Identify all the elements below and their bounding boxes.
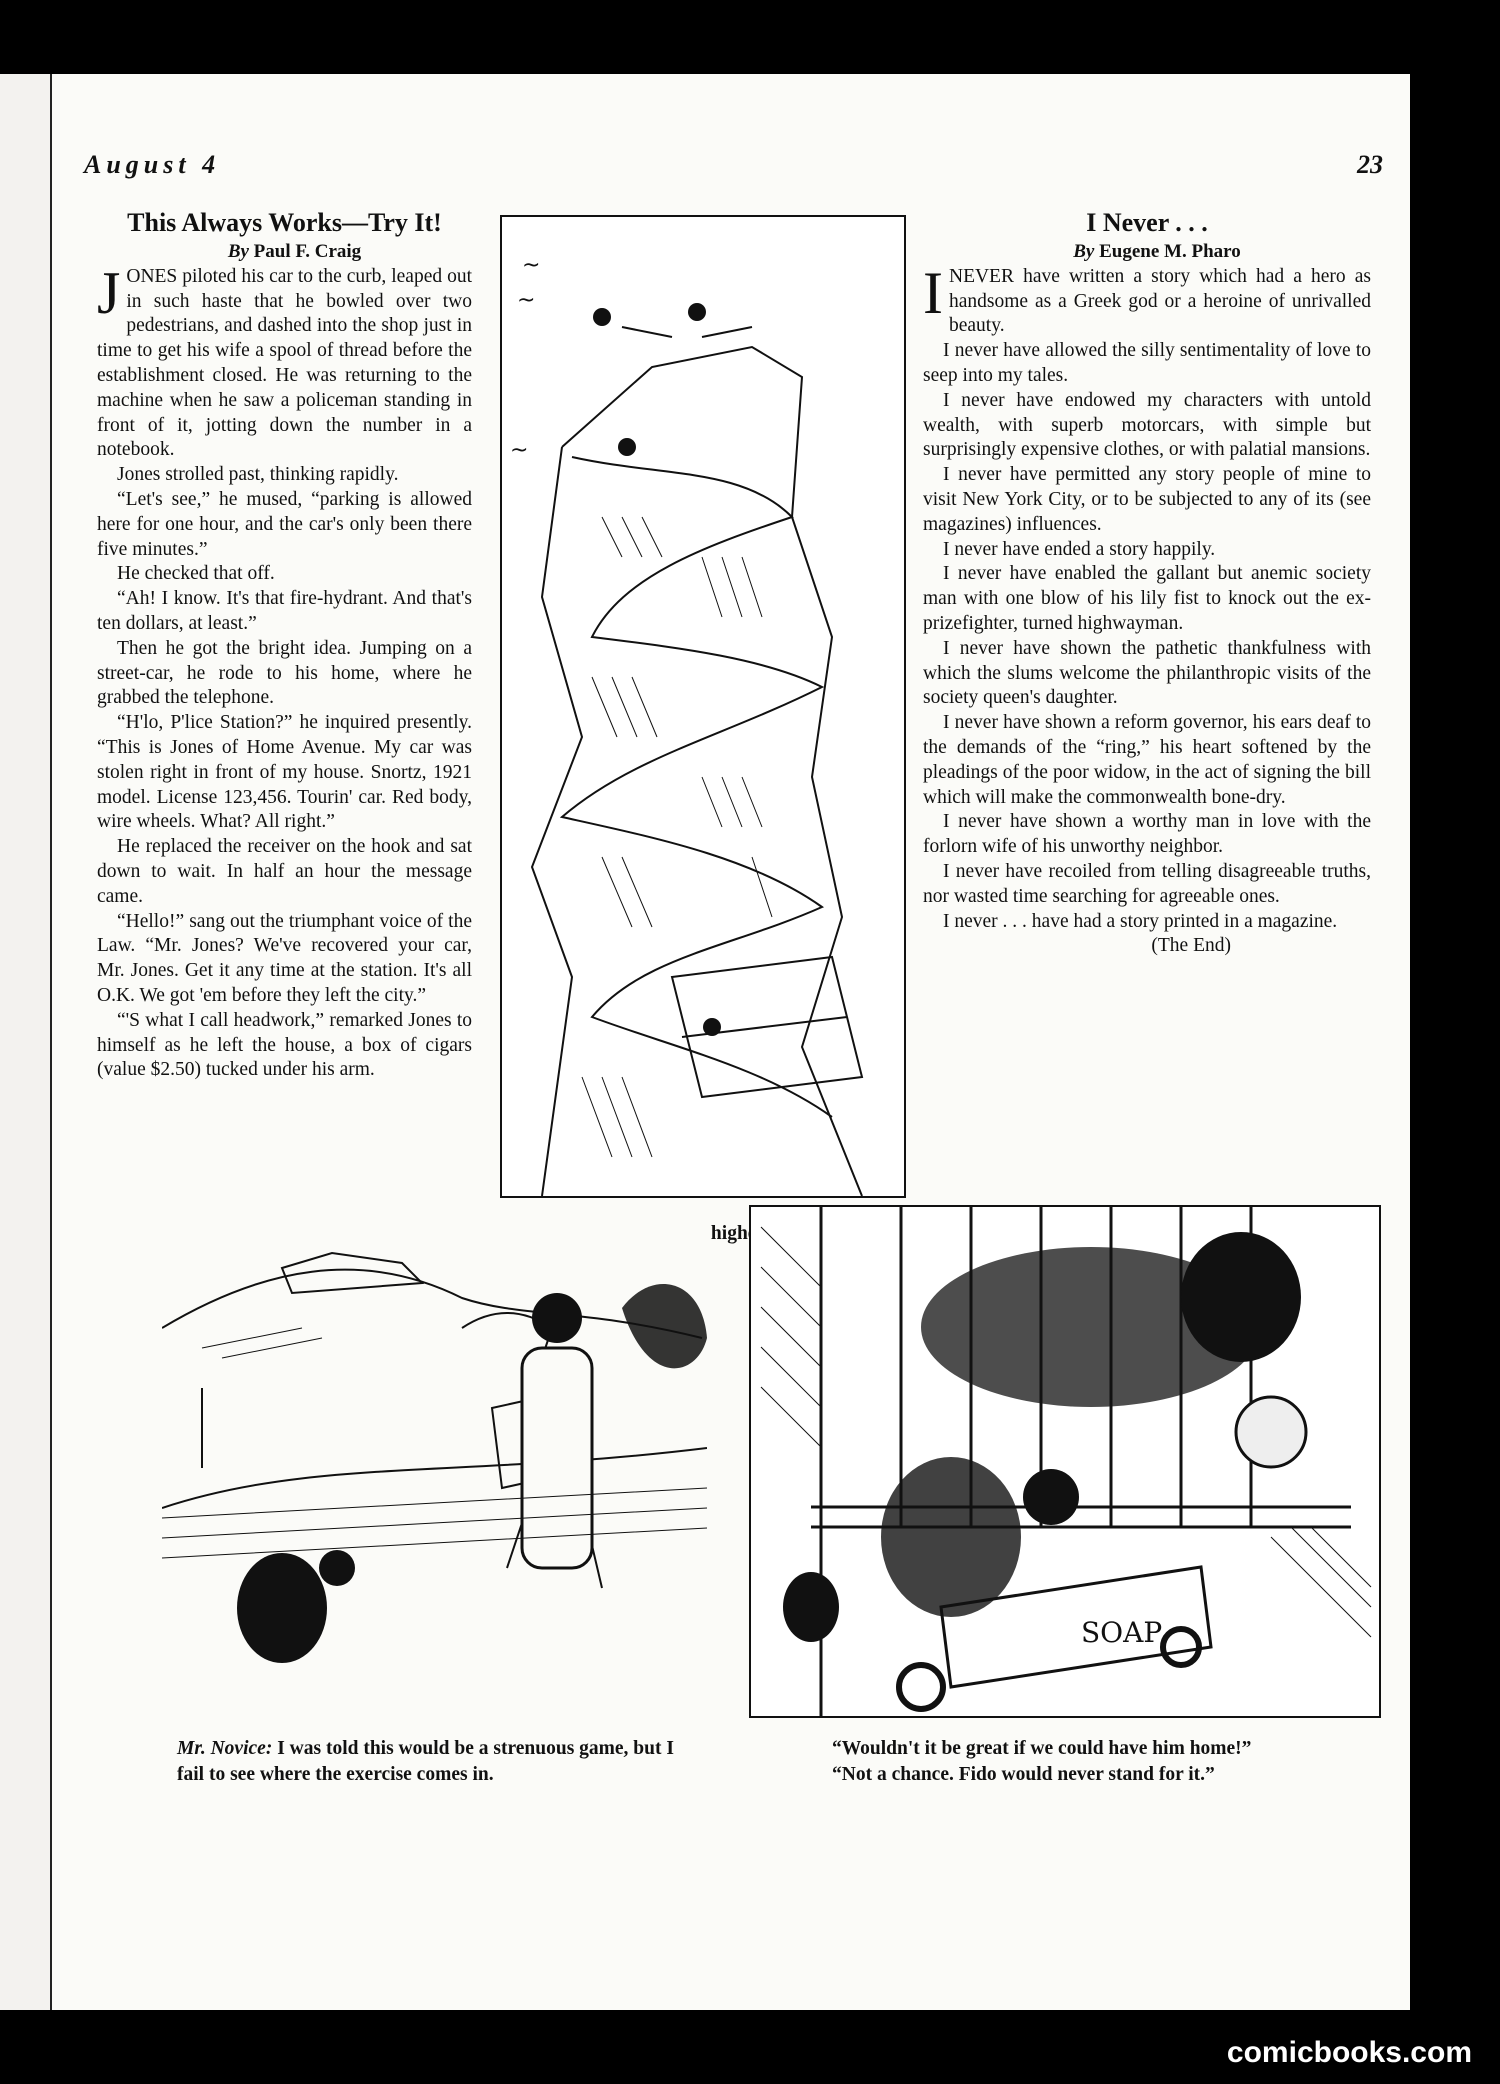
zoo-cartoon-caption [832, 1736, 1392, 1788]
issue-date: August 4 [84, 150, 221, 179]
story-paragraph: He replaced the receiver on the hook and sat down to wait. In half an hour the message came. [97, 836, 472, 907]
page-number: 23 [1357, 150, 1383, 179]
story-author: Paul F. Craig [253, 241, 362, 262]
story-byline [923, 240, 1371, 265]
golf-illustration [162, 1208, 707, 1718]
story-byline [97, 240, 472, 265]
story-title: I Never . . . [1086, 208, 1208, 237]
drop-cap: J [97, 259, 121, 326]
svg-text:~: ~ [522, 253, 541, 278]
golf-cartoon [162, 1208, 707, 1718]
story-paragraph: Jones strolled past, thinking rapidly. [117, 464, 399, 486]
story-paragraph: “'S what I call headwork,” remarked Jones to himself as he left the house, a box of cigars (value $2.50) tucked under his arm. [97, 1009, 472, 1081]
story-paragraph: “Ah! I know. It's that fire-hydrant. And that's ten dollars, at least.” [97, 588, 472, 634]
mountain-cartoon-caption: higher [710, 1223, 765, 1244]
story-paragraph: He checked that off. [117, 563, 275, 585]
story-paragraph: I never . . . have had a story printed in a magazine. [943, 910, 1338, 932]
story-column-left [97, 206, 472, 1083]
story-paragraph: I never have endowed my characters with untold wealth, with superb motorcars, with simple but surprisingly expensive clothes, or with palatial mansions. [923, 389, 1371, 461]
story-paragraph: I never have allowed the silly sentimentality of love to seep into my tales. [923, 340, 1371, 386]
story-paragraph: I never have shown a worthy man in love with the forlorn wife of his unworthy neighbor. [923, 811, 1371, 858]
site-watermark: comicbooks.com [1226, 2036, 1472, 2069]
scan-edge-previous-page [0, 74, 52, 2010]
caption-line-1: “Wouldn't it be great if we could have him home!” [832, 1738, 1252, 1759]
story-paragraph: I never have shown the pathetic thankfulness with which the slums welcome the philanthropic visits of the society queen's daughter. [923, 637, 1371, 709]
mountain-illustration [502, 217, 904, 1196]
drop-cap: I [923, 259, 943, 326]
caption-line-2: “Not a chance. Fido would never stand for it.” [832, 1764, 1215, 1785]
byline-prefix: By [1073, 241, 1095, 262]
golf-cartoon-caption [177, 1736, 687, 1788]
svg-text:~: ~ [510, 438, 529, 463]
story-paragraph: JONES piloted his car to the curb, leaped out in such haste that he bowled over two pedestrians, and dashed into the shop just in time to get his wife a spool of thread before the establishment closed. He was returning to the machine when he saw a policeman standing in front of it, jotting down the number in a notebook. [97, 259, 472, 461]
caption-dialogue: I was told this would be a strenuous game, but I fail to see where the exercise comes in. [177, 1738, 674, 1785]
story-end-marker: (The End) [1151, 935, 1231, 957]
story-paragraph: “H'lo, P'lice Station?” he inquired presently. “This is Jones of Home Avenue. My car was stolen right in front of my house. Snortz, 1921 model. License 123,456. Tourin' car. Red body, wire wheels. What? All right.” [97, 712, 472, 833]
story-author: Eugene M. Pharo [1099, 241, 1241, 262]
story-paragraph: I never have ended a story happily. [943, 538, 1216, 560]
mountain-tennis-cartoon [500, 215, 906, 1198]
story-paragraph: “Let's see,” he mused, “parking is allowed here for one hour, and the car's only been there five minutes.” [97, 488, 472, 560]
story-paragraph: I never have recoiled from telling disagreeable truths, nor wasted time searching for agreeable ones. [923, 860, 1371, 907]
byline-prefix: By [227, 241, 249, 262]
story-paragraph: I never have enabled the gallant but anemic society man with one blow of his lily fist to knock out the ex-prizefighter, turned highwayman. [923, 563, 1371, 634]
story-paragraph: Then he got the bright idea. Jumping on a street-car, he rode to his home, where he grabbed the telephone. [97, 637, 472, 709]
svg-text:~: ~ [517, 288, 536, 313]
story-column-right [923, 206, 1371, 959]
story-title: This Always Works—Try It! [127, 208, 442, 237]
caption-speaker: Mr. Novice: [177, 1738, 273, 1759]
magazine-page [52, 74, 1410, 2010]
story-paragraph: I never have permitted any story people of mine to visit New York City, or to be subjected to any of its (see magazines) influences. [923, 464, 1371, 535]
zoo-illustration [751, 1207, 1379, 1716]
crate-label: SOAP [1081, 1616, 1163, 1649]
story-paragraph: “Hello!” sang out the triumphant voice of the Law. “Mr. Jones? We've recovered your car, Mr. Jones. Get it any time at the station. It's all O.K. We got 'em before they left the city.” [97, 910, 472, 1006]
story-paragraph: I never have shown a reform governor, his ears deaf to the demands of the “ring,” his heart softened by the pleadings of the poor widow, in the act of signing the bill which will make the commonwealth bone-dry. [923, 712, 1371, 808]
story-paragraph: INEVER have written a story which had a hero as handsome as a Greek god or a heroine of unrivalled beauty. [923, 259, 1371, 337]
zoo-lion-cartoon [749, 1205, 1381, 1718]
